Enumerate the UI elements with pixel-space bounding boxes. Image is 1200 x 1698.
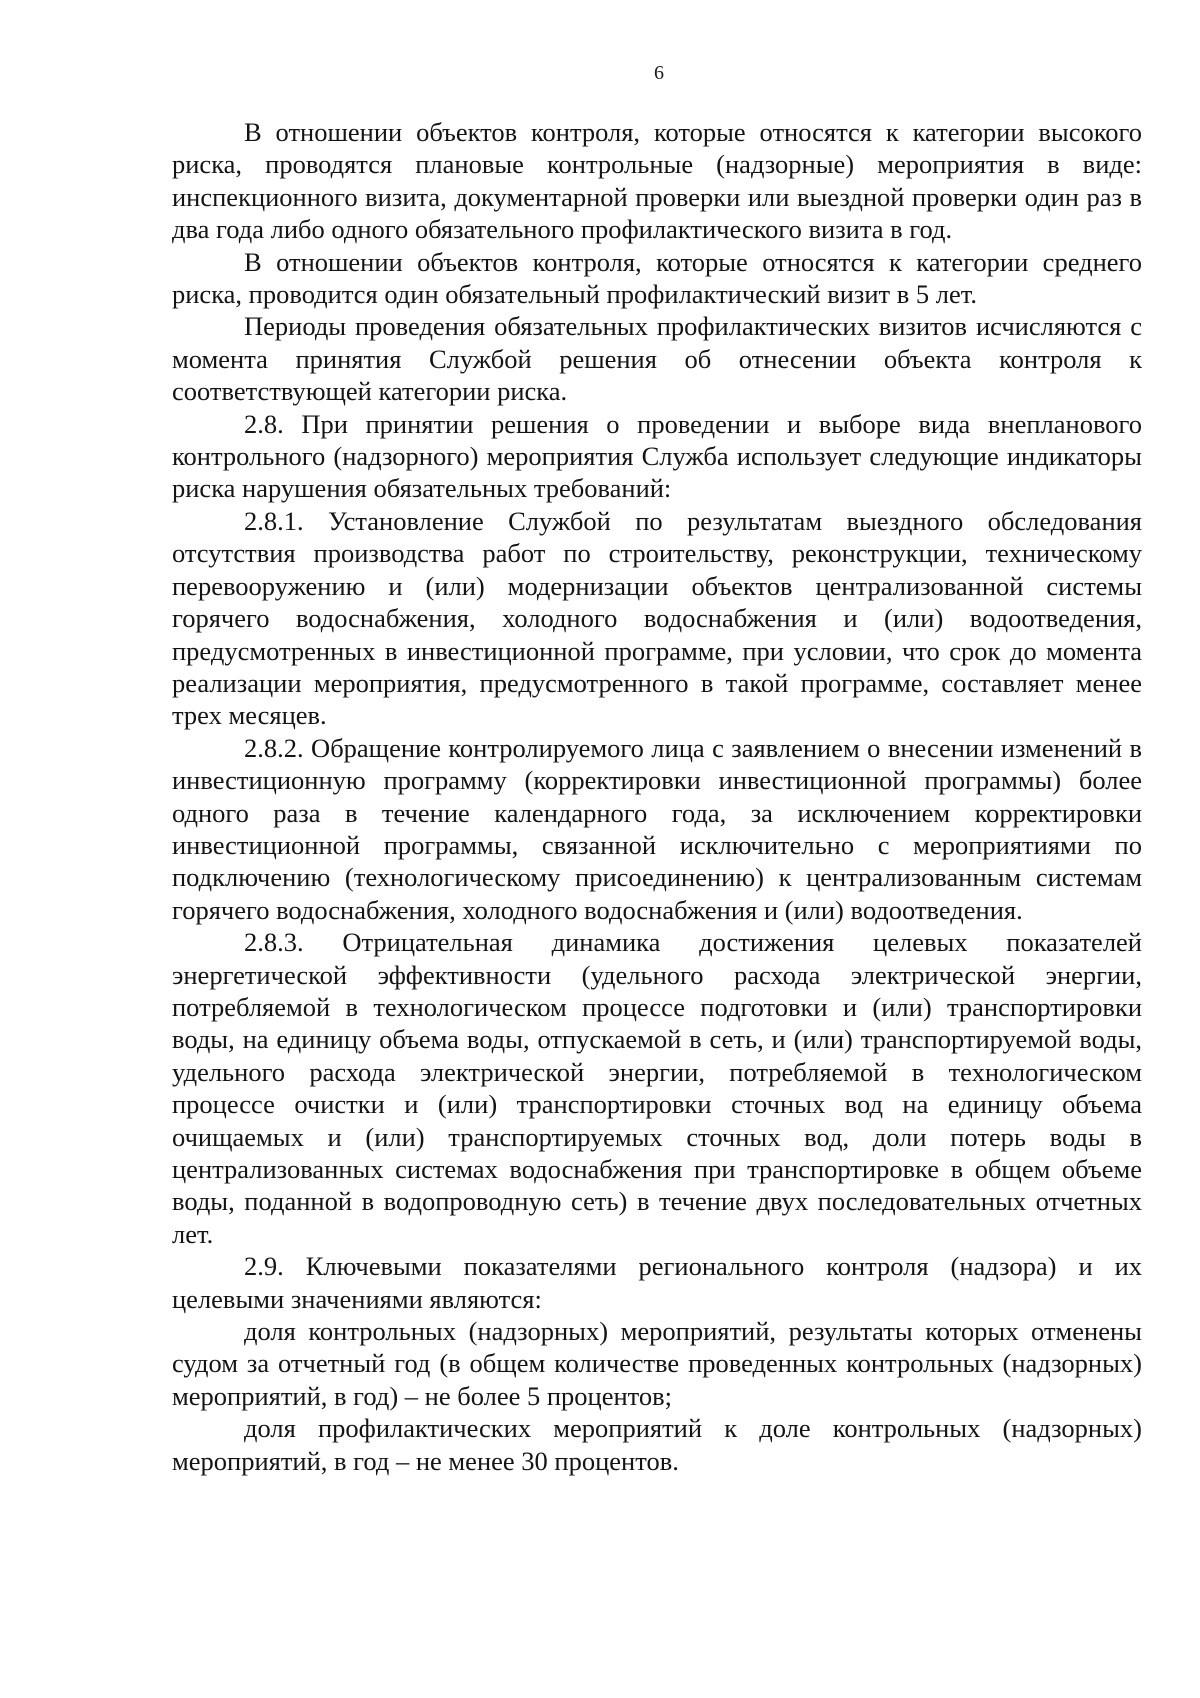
paragraph-2-9: 2.9. Ключевыми показателями регионального контроля (надзора) и их целевыми значениями являются: xyxy=(172,1251,1142,1314)
paragraph-visit-periods: Периоды проведения обязательных профилактических визитов исчисляются с момента принятия Службой решения об отнесении объекта контроля к соответствующей категории риска. xyxy=(172,311,1142,407)
paragraph-indicator-prevention: доля профилактических мероприятий к доле контрольных (надзорных) мероприятий, в год – не менее 30 процентов. xyxy=(172,1413,1142,1476)
page-number: 6 xyxy=(654,62,664,84)
paragraph-2-8-3: 2.8.3. Отрицательная динамика достижения целевых показателей энергетической эффективности (удельного расхода электрической энергии, потребляемой в технологическом процессе подготовки и (или) транспортировки воды, на единицу объема воды, отпускаемой в сеть, и (или) транспортируемой воды, удельного расхода электрической энергии, потребляемой в технологическом процессе очистки и (или) транспортировки сточных вод на единицу объема очищаемых и (или) транспортируемых сточных вод, доли потерь воды в централизованных системах водоснабжения при транспортировке в общем объеме воды, поданной в водопроводную сеть) в течение двух последовательных отчетных лет. xyxy=(172,927,1142,1249)
paragraph-2-8-1: 2.8.1. Установление Службой по результатам выездного обследования отсутствия производства работ по строительству, реконструкции, техническому перевооружению и (или) модернизации объектов централизованной системы горячего водоснабжения, холодного водоснабжения и (или) водоотведения, предусмотренных в инвестиционной программе, при условии, что срок до момента реализации мероприятия, предусмотренного в такой программе, составляет менее трех месяцев. xyxy=(172,505,1142,731)
paragraph-2-8-2: 2.8.2. Обращение контролируемого лица с заявлением о внесении изменений в инвестиционную программу (корректировки инвестиционной программы) более одного раза в течение календарного года, за исключением корректировки инвестиционной программы, связанной исключительно с мероприятиями по подключению (технологическому присоединению) к централизованным системам горячего водоснабжения, холодного водоснабжения и (или) водоотведения. xyxy=(172,732,1142,925)
paragraph-high-risk: В отношении объектов контроля, которые относятся к категории высокого риска, проводятся плановые контрольные (надзорные) мероприятия в виде: инспекционного визита, документарной проверки или выездной проверки один раз в два года либо одного обязательного профилактического визита в год. xyxy=(172,117,1142,245)
document-body xyxy=(172,116,1142,1477)
paragraph-indicator-court: доля контрольных (надзорных) мероприятий, результаты которых отменены судом за отчетный год (в общем количестве проведенных контрольных (надзорных) мероприятий, в год) – не более 5 процентов; xyxy=(172,1316,1142,1411)
paragraph-medium-risk: В отношении объектов контроля, которые относятся к категории среднего риска, проводится один обязательный профилактический визит в 5 лет. xyxy=(172,246,1142,310)
paragraph-2-8: 2.8. При принятии решения о проведении и выборе вида внепланового контрольного (надзорного) мероприятия Служба использует следующие индикаторы риска нарушения обязательных требований: xyxy=(172,408,1142,504)
